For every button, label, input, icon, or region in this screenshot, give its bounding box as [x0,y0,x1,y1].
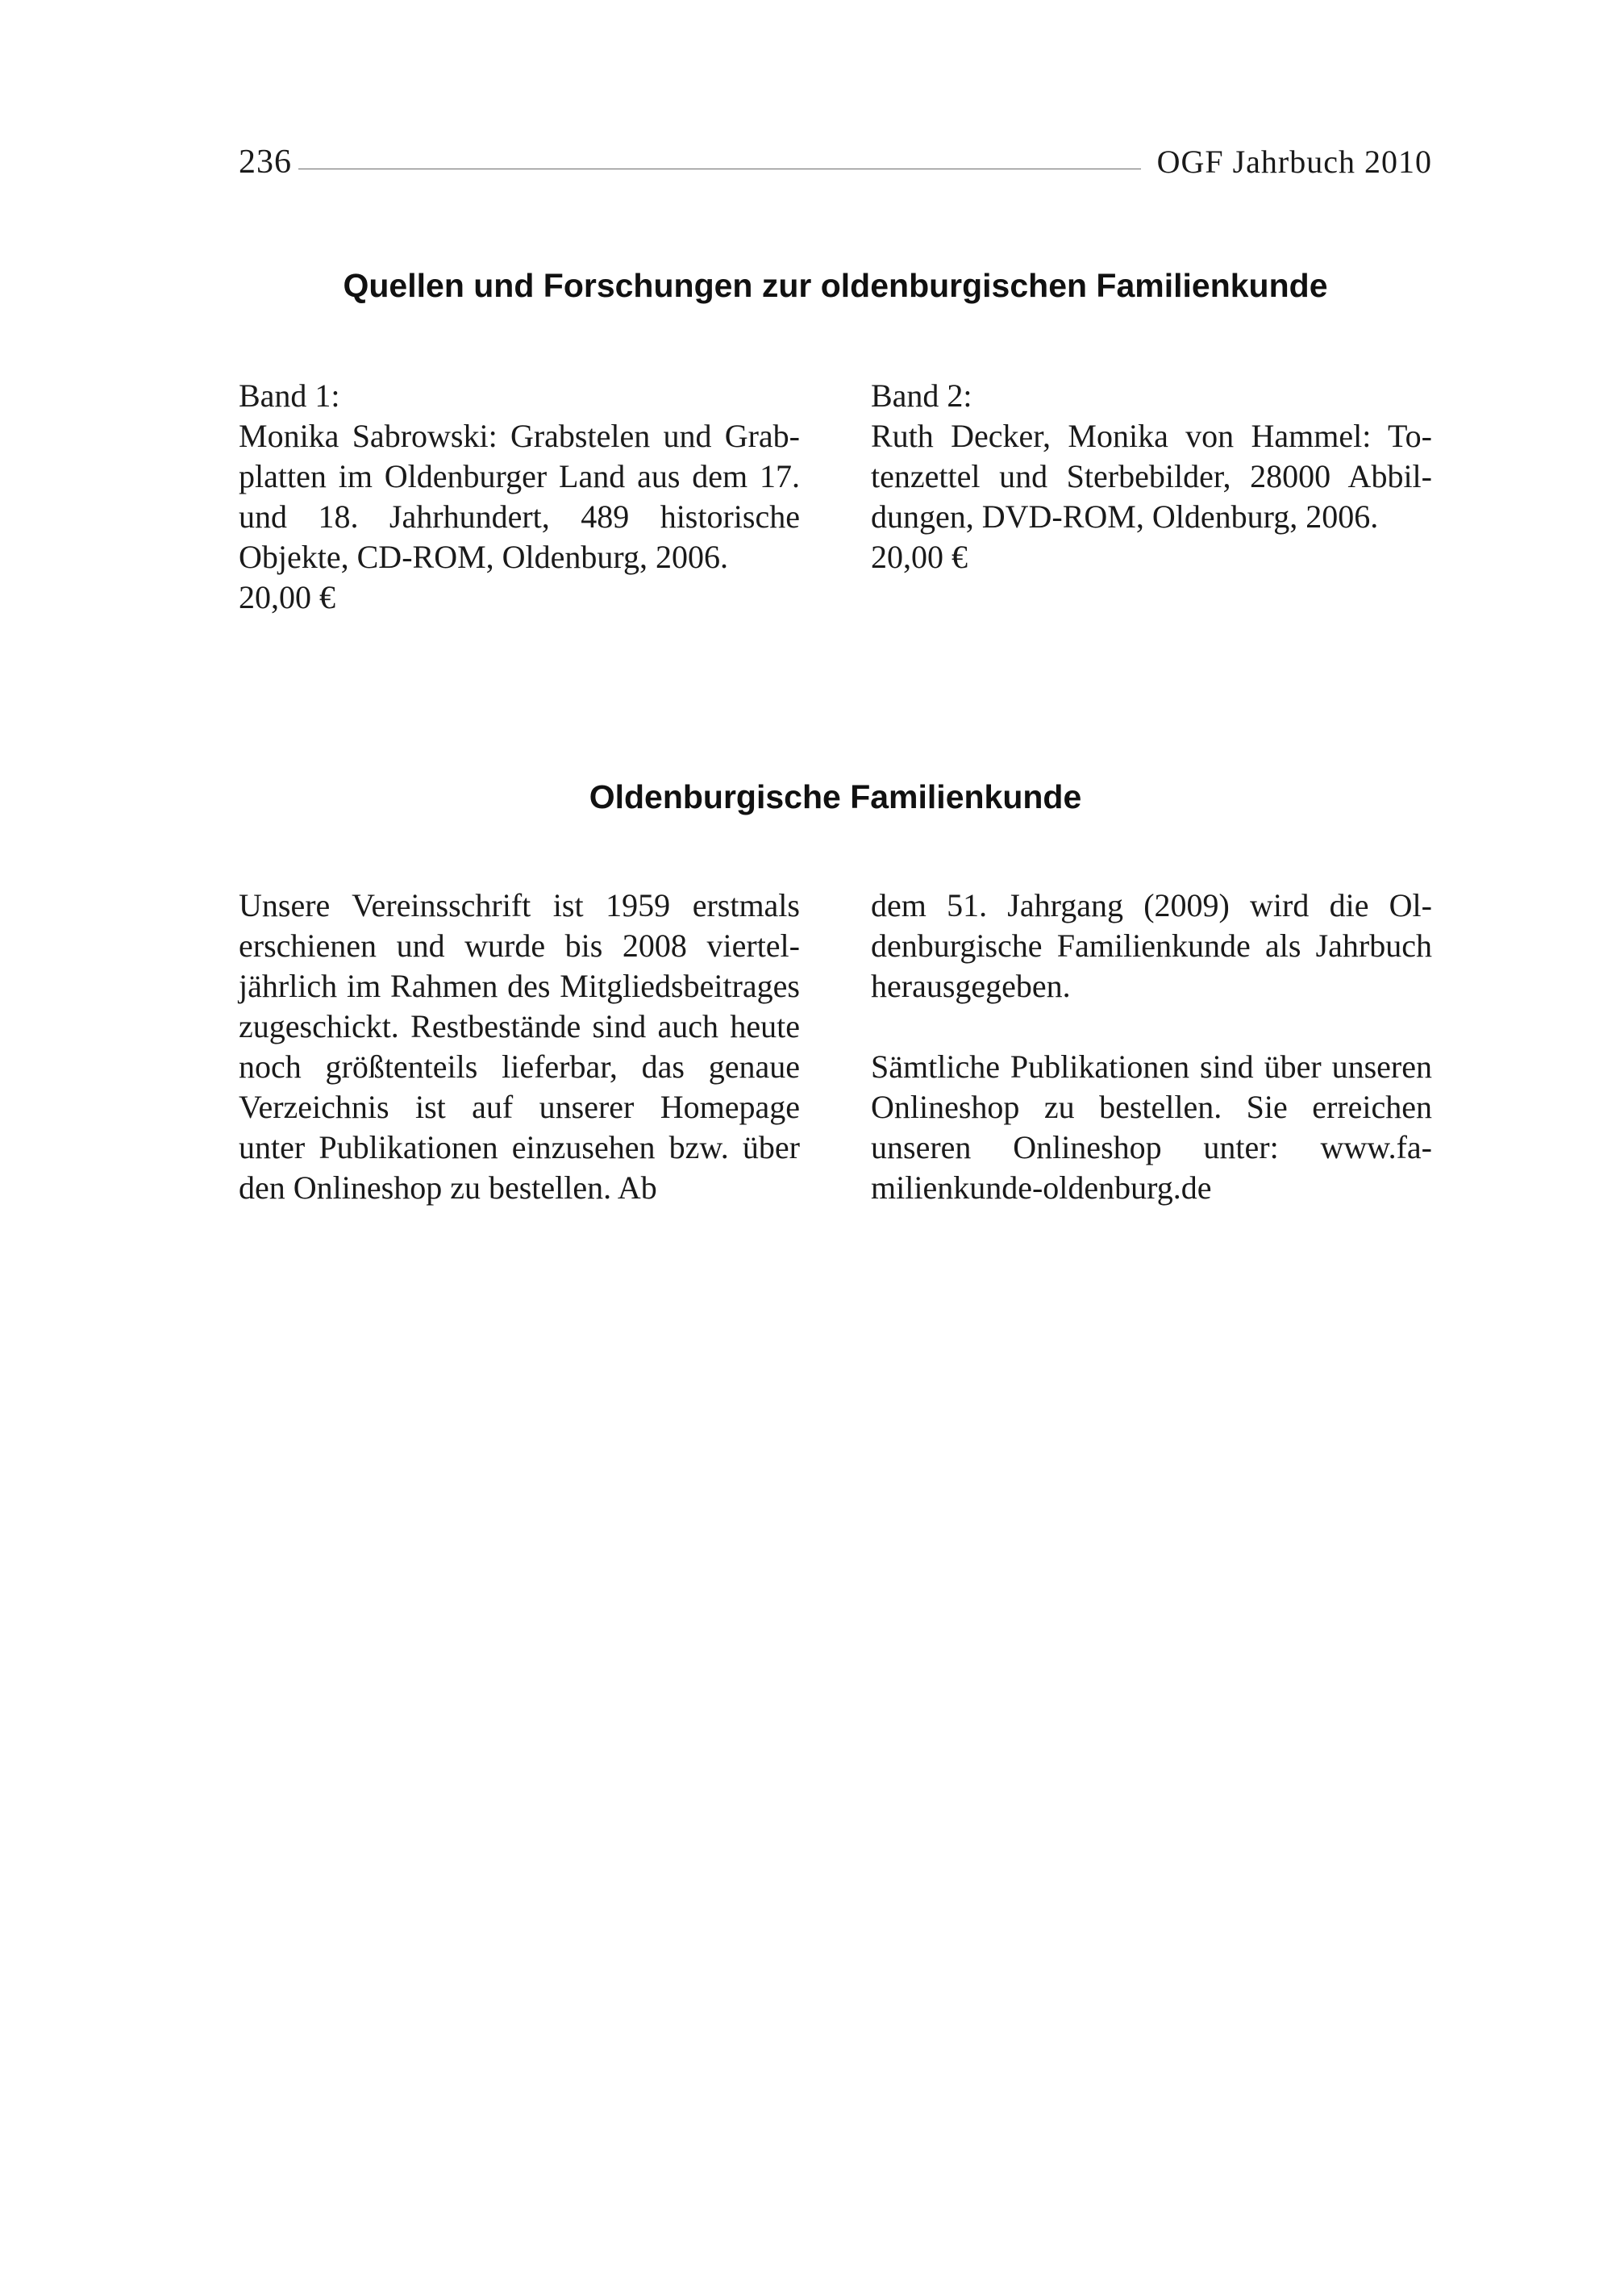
band-2-column [871,376,1432,618]
familienkunde-left-column [239,886,800,1208]
band-2-label: Band 2: [871,377,972,414]
page-number: 236 [239,144,292,181]
band-1-price: 20,00 € [239,579,335,615]
band-1-label: Band 1: [239,377,340,414]
journal-title: OGF Jahrbuch 2010 [1156,144,1432,180]
band-2-description: Ruth Decker, Monika von Hammel: Totenzettel und Sterbebilder, 28000 Abbildungen, DVD-ROM, Oldenburg, 2006. [871,418,1432,535]
band-columns [239,376,1432,618]
band-1-description: Monika Sabrowski: Grabstelen und Grabplatten im Oldenburger Land aus dem 17. und 18. Jahrhundert, 489 historische Objekte, CD-ROM, Oldenburg, 2006. [239,418,800,575]
familienkunde-right-column [871,886,1432,1208]
familienkunde-intro-paragraph: Unsere Vereinsschrift ist 1959 erstmals erschienen und wurde bis 2008 vierteljährlich im Rahmen des Mitgliedsbeitrages zugeschickt. Restbestände sind auch heute noch größtenteils lieferbar, das genaue Verzeichnis ist auf unserer Homepage unter Publikationen einzusehen bzw. über den Onlineshop zu bestellen. Ab [239,887,800,1206]
section-title-quellen: Quellen und Forschungen zur oldenburgischen Familienkunde [343,267,1328,304]
section-title-familienkunde: Oldenburgische Familienkunde [589,778,1082,815]
band-2-price: 20,00 € [871,539,968,575]
band-1-column [239,376,800,618]
familienkunde-continuation-paragraph: dem 51. Jahrgang (2009) wird die Oldenburgische Familienkunde als Jahrbuch herausgegeben. [871,887,1432,1004]
familienkunde-columns [239,886,1432,1208]
onlineshop-paragraph: Sämtliche Publikationen sind über unseren Onlineshop zu bestellen. Sie erreichen unseren Onlineshop unter: www.familienkunde-oldenburg.de [871,1048,1432,1206]
paragraph-spacer [871,1007,1432,1047]
running-header [239,145,1432,194]
